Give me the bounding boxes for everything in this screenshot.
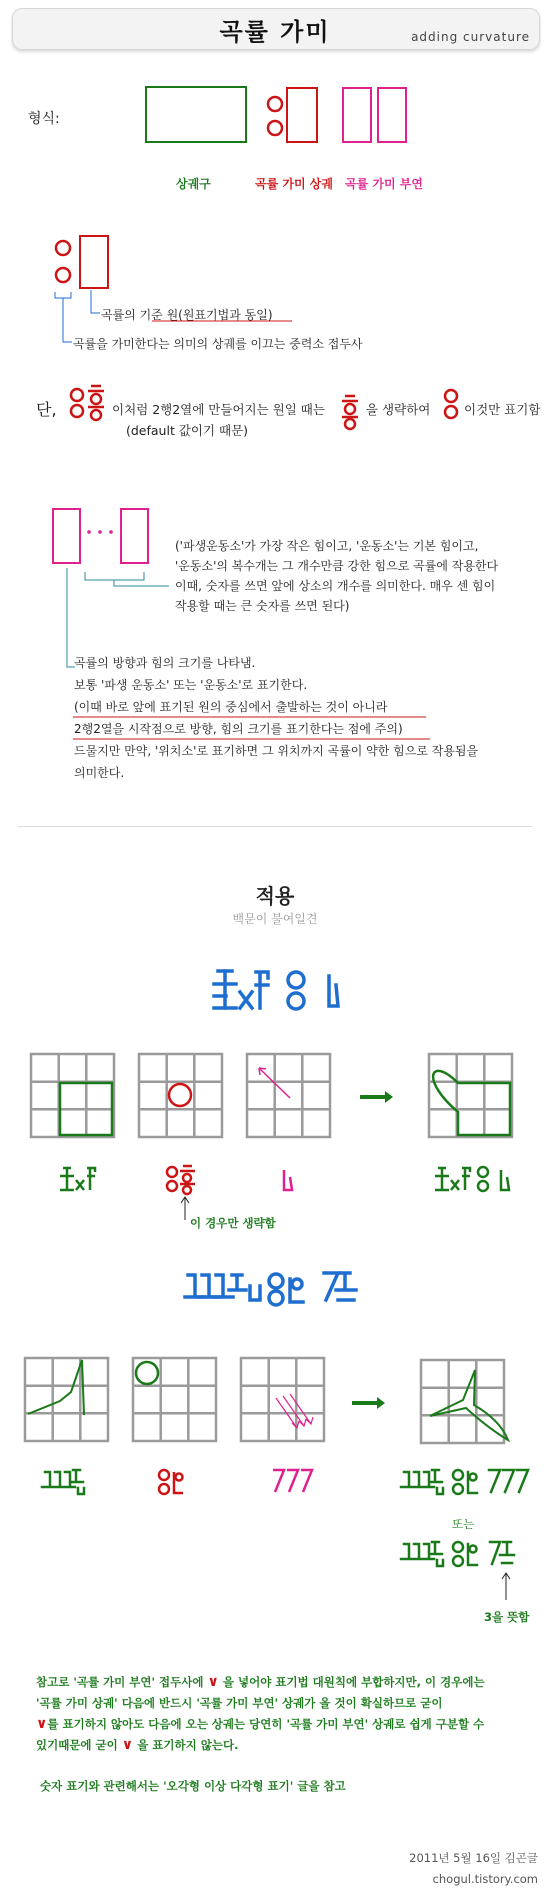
- buyeon-p2-line: 곡률의 방향과 힘의 크기를 나타냄.: [74, 656, 256, 670]
- example2-or: 또는: [452, 1517, 475, 1531]
- ref-line-3: [36, 1714, 485, 1735]
- v-glyph: ∨: [36, 1716, 48, 1732]
- reference-note-numbers: 숫자 표기와 관련해서는 '오각형 이상 다각형 표기' 글을 참고: [40, 1779, 346, 1793]
- buyeon-p1-line: ('파생운동소'가 가장 작은 힘이고, '운동소'는 기본 힘이고,: [175, 539, 479, 553]
- dan-text-2: 을 생략하여: [366, 402, 431, 417]
- apply-title: 적용: [255, 884, 295, 908]
- reference-paragraph: [36, 1672, 485, 1756]
- ref-text: 을 표기하지 않는다.: [137, 1738, 239, 1752]
- dan-text-1: 이처럼 2행2열에 만들어지는 원일 때는: [112, 402, 325, 417]
- dan-text-4: (default 값이기 때문): [126, 423, 249, 438]
- legend-gokryul-buyeon: 곡률 가미 부연: [345, 177, 423, 191]
- buyeon-p2-line: 의미한다.: [74, 766, 125, 780]
- form-label: 형식:: [28, 111, 60, 127]
- ref-line-4: [36, 1735, 485, 1756]
- dan-label: 단,: [36, 400, 57, 419]
- buyeon-p2-line: 보통 '파생 운동소' 또는 '운동소'로 표기한다.: [74, 678, 308, 692]
- legend-sanggwegu: 상궤구: [176, 177, 211, 191]
- buyeon-p2-line: 드물지만 만약, '위치소'로 표기하면 그 위치까지 곡률이 약한 힘으로 작용됨을: [74, 744, 479, 758]
- buyeon-p2-line: 2행2열을 시작점으로 방향, 힘의 크기를 표기한다는 점에 주의): [74, 722, 403, 736]
- ref-text: 참고로 '곡률 가미 부연' 접두사에: [36, 1675, 204, 1689]
- v-glyph: ∨: [207, 1674, 219, 1690]
- ref-line-2: '곡률 가미 상궤' 다음에 반드시 '곡률 가미 부연' 상궤가 올 것이 확실하므로 굳이: [36, 1696, 443, 1710]
- ref-line-1: [36, 1672, 485, 1693]
- footer-date: 2011년 5월 16일 김곤글: [409, 1851, 538, 1865]
- ref-text: 있기때문에 굳이: [36, 1738, 118, 1752]
- buyeon-p1-line: 작용할 때는 큰 숫자를 쓰면 된다): [175, 599, 350, 613]
- note-prefix-meaning: 곡률을 가미한다는 의미의 상궤를 이끄는 중력소 접두사: [73, 337, 363, 351]
- ref-text: 을 넣어야 표기법 대원칙에 부합하지만, 이 경우에는: [222, 1675, 485, 1689]
- buyeon-p2-line: (이때 바로 앞에 표기된 원의 중심에서 출발하는 것이 아니라: [74, 700, 388, 714]
- example1-note: 이 경우만 생략함: [190, 1216, 276, 1230]
- page-title: 곡률 가미: [219, 18, 331, 46]
- v-glyph: ∨: [121, 1737, 134, 1753]
- buyeon-p1-line: 이때, 숫자를 쓰면 앞에 상소의 개수를 의미한다. 매우 센 힘이: [175, 579, 496, 593]
- ref-text: 를 표기하지 않아도 다음에 오는 상궤는 당연히 '곡률 가미 부연' 상궤로 쉽게 구분할 수: [47, 1717, 485, 1731]
- note-base-circle: 곡률의 기준 원(원표기법과 동일): [101, 308, 273, 322]
- footer-site[interactable]: chogul.tistory.com: [432, 1872, 538, 1886]
- dan-text-3: 이것만 표기함: [464, 402, 541, 417]
- page-subtitle: adding curvature: [411, 30, 530, 44]
- buyeon-p1-line: '운동소'의 복수개는 그 개수만큼 강한 힘으로 곡률에 작용한다: [175, 559, 499, 573]
- apply-subtitle: 백문이 불여일견: [232, 912, 318, 926]
- legend-gokryul-sanggwe: 곡률 가미 상궤: [255, 177, 333, 191]
- example2-note: 3을 뜻함: [484, 1610, 530, 1624]
